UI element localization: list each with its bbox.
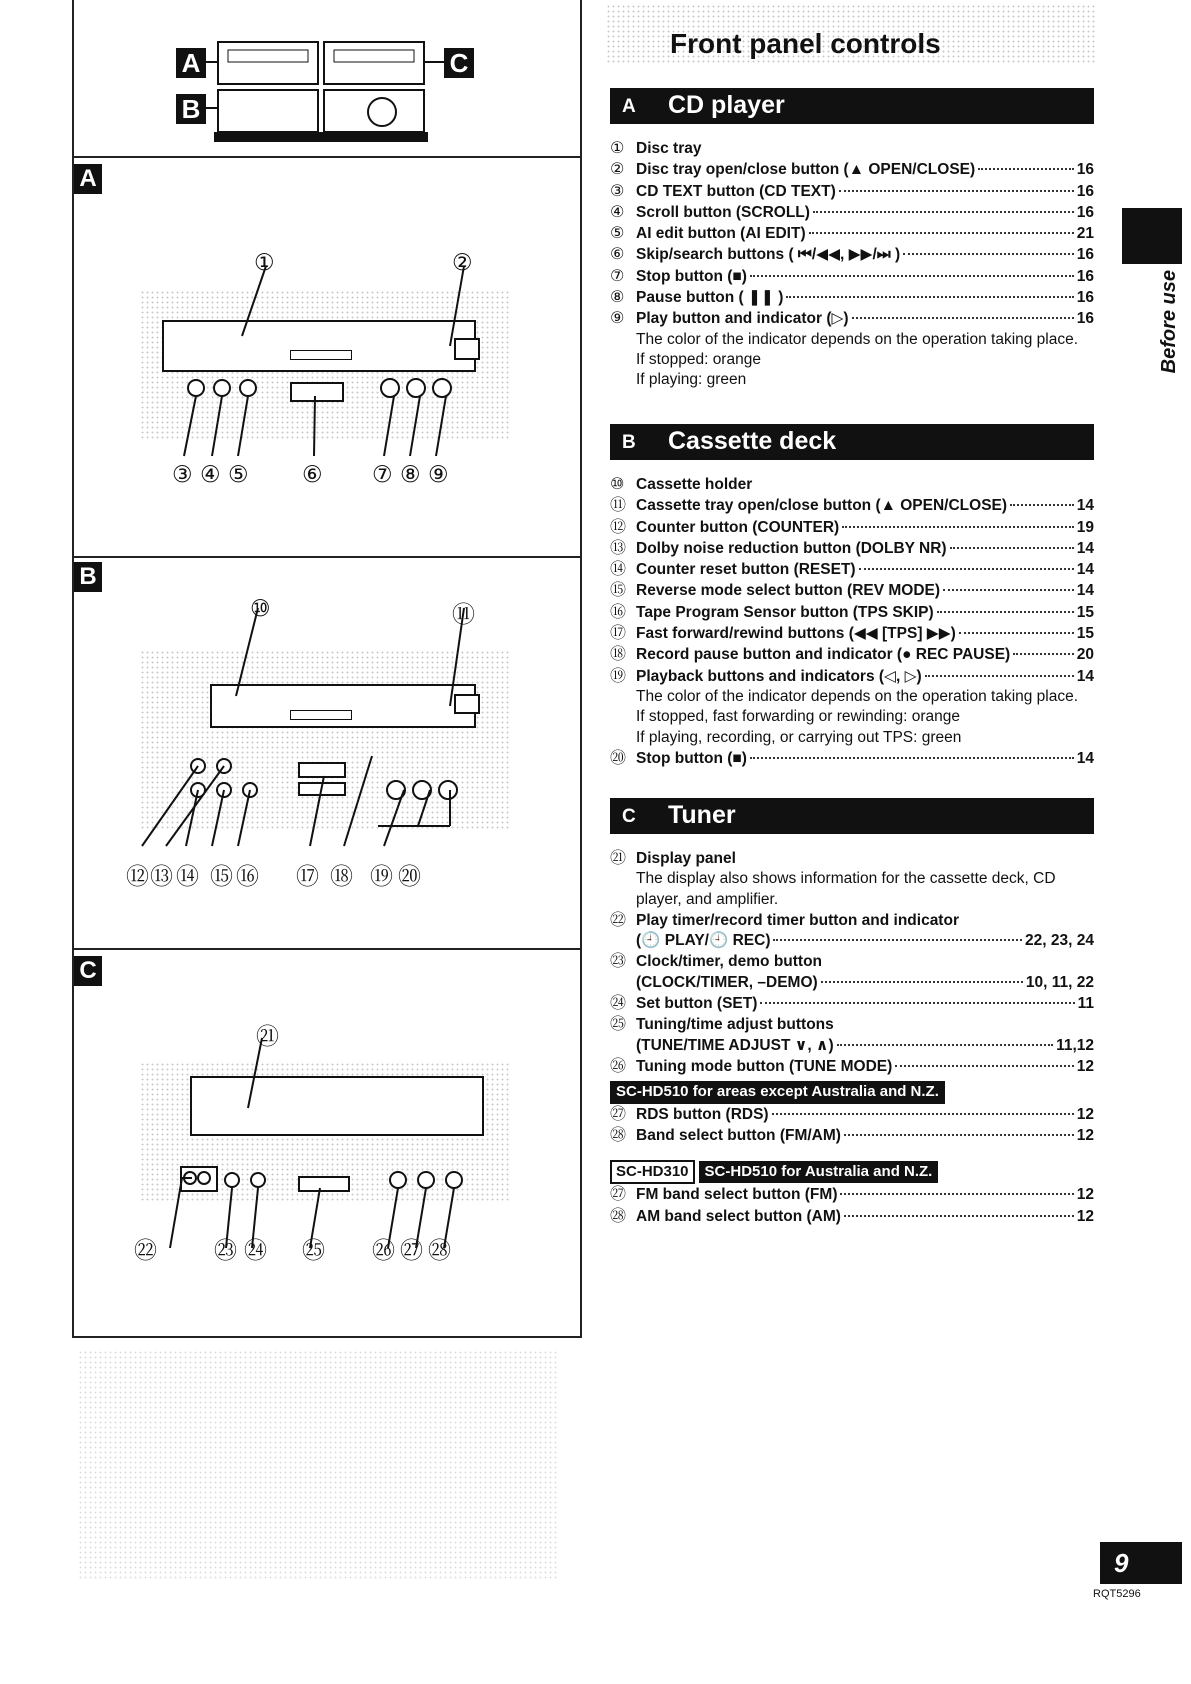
list-item: ㉘ AM band select button (AM) 12 [610,1205,1094,1225]
list-item-continued: (🕘 PLAY/🕘 REC) 22, 23, 24 [636,932,1094,950]
section-letter-a: A [622,96,636,117]
overview-diagram [160,36,480,144]
list-item: ㉗ FM band select button (FM) 12 [610,1184,1094,1204]
callout-24: ㉔ [244,1238,267,1264]
callout-11: ⑪ [452,602,475,628]
list-item: ⑯ Tape Program Sensor button (TPS SKIP) 15 [610,601,1094,621]
callout-5: ⑤ [228,462,249,488]
scan-noise [78,1350,558,1580]
callout-17: ⑰ [296,864,319,890]
panel-c-leader-lines [72,948,578,1338]
list-item: ⑱ Record pause button and indicator (● REC PAUSE) 20 [610,644,1094,664]
list-item: ⑲ Playback buttons and indicators (◁, ▷) 14 [610,665,1094,685]
list-item: ㉘ Band select button (FM/AM) 12 [610,1124,1094,1144]
list-item: ㉔ Set button (SET) 11 [610,993,1094,1013]
callout-22: ㉒ [134,1238,157,1264]
callout-16: ⑯ [236,864,259,890]
panel-marker-c: C [74,956,102,986]
note-text: The display also shows information for the cassette deck, CD player, and amplifier. [636,870,1056,908]
list-item-continued: (CLOCK/TIMER, –DEMO) 10, 11, 22 [636,973,1094,991]
list-item: ㉑ Display panel [610,848,736,867]
callout-21: ㉑ [256,1024,279,1050]
note-text: If stopped, fast forwarding or rewinding: orange [636,708,960,726]
cassette-controls-list [610,474,1094,769]
list-item: ㉕ Tuning/time adjust buttons [610,1014,834,1034]
list-item: ⑤ AI edit button (AI EDIT) 21 [610,223,1094,243]
callout-18: ⑱ [330,864,353,890]
callout-25: ㉕ [302,1238,325,1264]
note-text: If playing: green [636,371,747,389]
stereo-overview-illustration [160,36,480,144]
callout-9: ⑨ [428,462,449,488]
callout-20: ⑳ [398,864,421,890]
callout-4: ④ [200,462,221,488]
list-item: ⑫ Counter button (COUNTER) 19 [610,516,1094,536]
callout-27: ㉗ [400,1238,423,1264]
note-text: The color of the indicator depends on the operation taking place. [636,687,1079,705]
document-code: RQT5296 [1093,1588,1141,1600]
list-item: ① Disc tray [610,138,702,157]
section-letter-c: C [622,806,636,827]
callout-3: ③ [172,462,193,488]
section-header-tuner [610,798,1094,834]
note-text: If playing, recording, or carrying out TPS: green [636,728,962,746]
list-item: ㉓ Clock/timer, demo button [610,951,823,971]
cd-controls-list [610,138,1094,391]
tuner-controls-list [610,848,1094,1227]
callout-6: ⑥ [302,462,323,488]
list-item: ⑳ Stop button (■) 14 [610,747,1094,767]
callout-2: ② [452,250,473,276]
list-item: ⑩ Cassette holder [610,474,753,493]
list-item: ㉗ RDS button (RDS) 12 [610,1103,1094,1123]
model-tag-row [610,1081,1094,1103]
side-tab-label: Before use [1158,270,1180,374]
model-tag: SC-HD310 [610,1160,695,1184]
page-title-area [606,4,1096,64]
overview-label-c: C [444,48,474,78]
page-number-box [1100,1542,1182,1584]
list-item: ② Disc tray open/close button (▲ OPEN/CLOSE) 16 [610,159,1094,179]
callout-23: ㉓ [214,1238,237,1264]
list-item: ⑦ Stop button (■) 16 [610,265,1094,285]
section-title-tuner: Tuner [668,801,736,829]
callout-14: ⑭ [176,864,199,890]
panel-marker-a: A [74,164,102,194]
section-header-cassette [610,424,1094,460]
list-item: ⑭ Counter reset button (RESET) 14 [610,559,1094,579]
callout-28: ㉘ [428,1238,451,1264]
list-item: ㉒ Play timer/record timer button and indicator [610,909,959,929]
model-tag: SC-HD510 for Australia and N.Z. [699,1161,939,1183]
callout-19: ⑲ [370,864,393,890]
panel-marker-b: B [74,562,102,592]
callout-7: ⑦ [372,462,393,488]
callout-1: ① [254,250,275,276]
overview-label-a: A [176,48,206,78]
section-title-cd: CD player [668,91,785,119]
list-item-continued: (TUNE/TIME ADJUST ∨, ∧) 11,12 [636,1036,1094,1054]
section-header-cd [610,88,1094,124]
section-letter-b: B [622,432,636,453]
list-item: ⑮ Reverse mode select button (REV MODE) 14 [610,580,1094,600]
callout-15: ⑮ [210,864,233,890]
page-number: 9 [1114,1548,1129,1578]
overview-label-b: B [176,94,206,124]
list-item: ⑪ Cassette tray open/close button (▲ OPEN/CLOSE) 14 [610,495,1094,515]
list-item: ⑨ Play button and indicator (▷) 16 [610,308,1094,328]
model-tag: SC-HD510 for areas except Australia and N.Z. [610,1081,945,1103]
list-item: ⑬ Dolby noise reduction button (DOLBY NR) 14 [610,537,1094,557]
side-tab-label-wrap [1110,270,1190,390]
page-title: Front panel controls [670,28,941,59]
model-tag-row [610,1160,1094,1184]
panel-a-leader-lines [72,156,578,556]
list-item: ⑥ Skip/search buttons ( ⏮/◀◀, ▶▶/⏭ ) 16 [610,244,1094,264]
list-item: ⑰ Fast forward/rewind buttons (◀◀ [TPS] ▶▶) 15 [610,623,1094,643]
callout-10: ⑩ [250,596,271,622]
section-title-cassette: Cassette deck [668,427,837,455]
list-item: ⑧ Pause button ( ❚❚ ) 16 [610,287,1094,307]
callout-26: ㉖ [372,1238,395,1264]
callout-13: ⑬ [150,864,173,890]
callout-8: ⑧ [400,462,421,488]
list-item: ③ CD TEXT button (CD TEXT) 16 [610,180,1094,200]
note-text: The color of the indicator depends on the operation taking place. [636,330,1079,348]
list-item: ㉖ Tuning mode button (TUNE MODE) 12 [610,1055,1094,1075]
callout-12: ⑫ [126,864,149,890]
side-tab-block [1122,208,1182,264]
list-item: ④ Scroll button (SCROLL) 16 [610,201,1094,221]
note-text: If stopped: orange [636,350,761,368]
panel-b-leader-lines [72,556,578,956]
